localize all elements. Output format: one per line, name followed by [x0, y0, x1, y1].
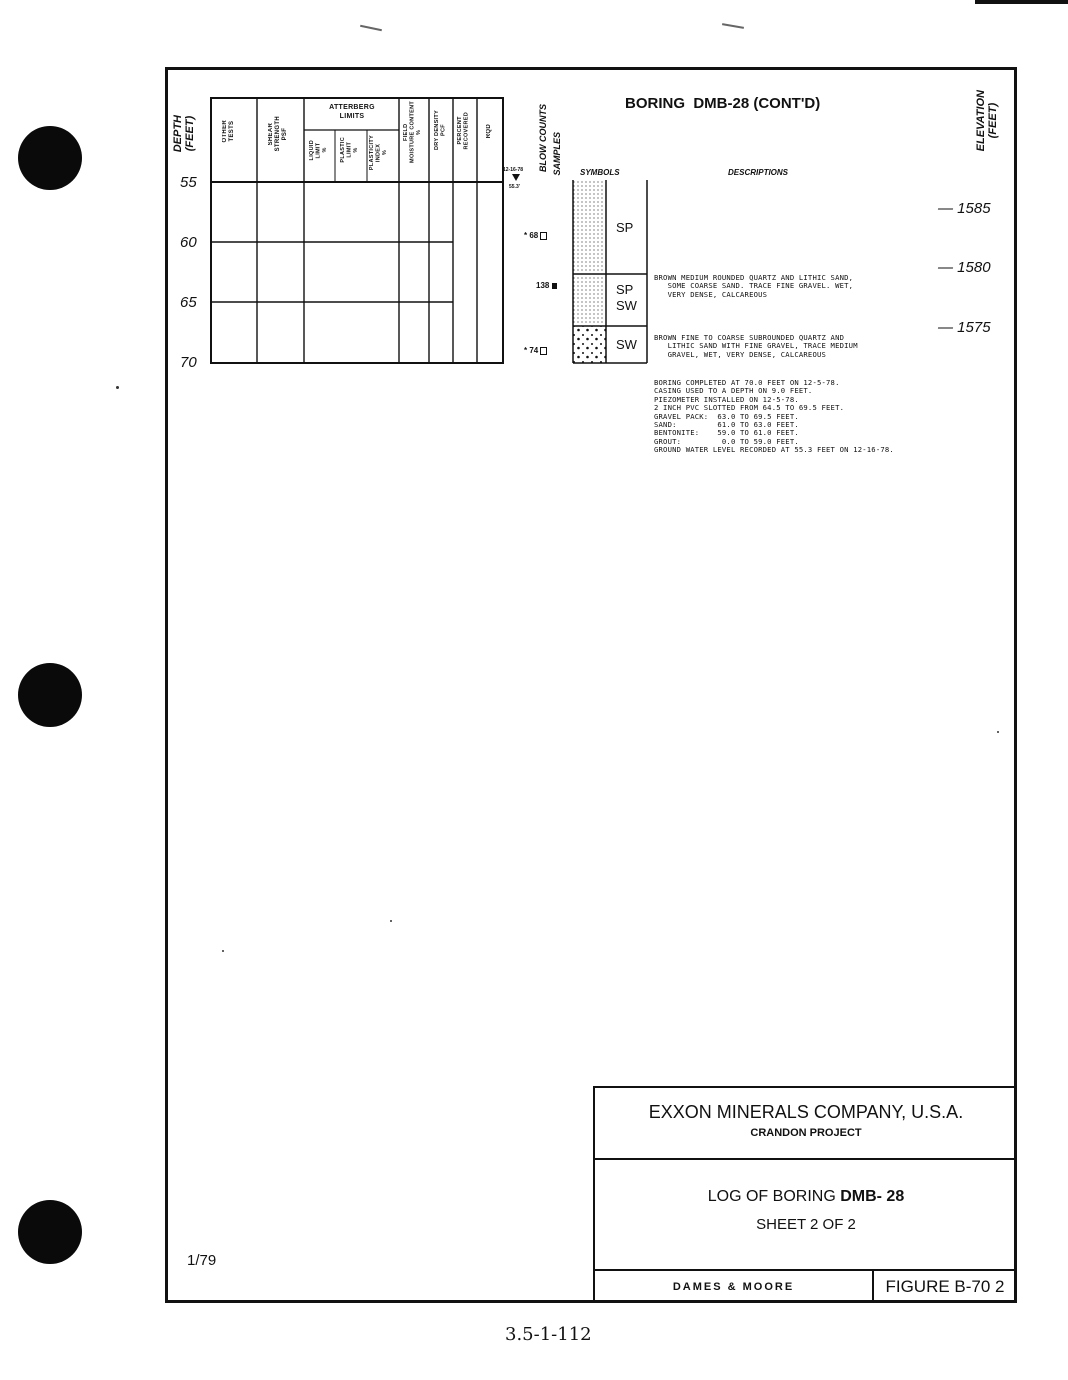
- water-level-icon: [512, 174, 520, 181]
- water-level-depth: 55.3': [509, 184, 520, 190]
- column-other-tests: OTHER TESTS: [222, 120, 235, 143]
- stratum-description: BROWN FINE TO COARSE SUBROUNDED QUARTZ AND LITHIC SAND WITH FINE GRAVEL, TRACE MEDIUM GRAVEL, WET, VERY DENSE, CALCAREOUS: [654, 333, 858, 359]
- sample-icon: [540, 347, 547, 355]
- column-moisture-content: FIELD MOISTURE CONTENT %: [403, 101, 422, 163]
- sheet-number: SHEET 2 OF 2: [756, 1216, 856, 1233]
- depth-axis-label: DEPTH (FEET): [172, 115, 196, 153]
- column-atterberg-limits: ATTERBERG LIMITS: [329, 104, 375, 120]
- blow-count: [536, 281, 557, 290]
- blow-count-value: * 68: [524, 231, 539, 240]
- depth-tick: 60: [180, 234, 197, 251]
- column-plastic-limit: PLASTIC LIMIT %: [340, 137, 359, 163]
- column-percent-recovered: PERCENT RECOVERED: [457, 112, 470, 150]
- scan-speck: [222, 950, 224, 952]
- title-block-divider: [872, 1269, 874, 1303]
- depth-tick: 70: [180, 354, 197, 371]
- title-block-divider: [595, 1158, 1017, 1160]
- blow-count-value: * 74: [524, 346, 539, 355]
- samples-label: SAMPLES: [552, 132, 562, 176]
- scan-mark: [360, 25, 382, 32]
- date-code: 1/79: [187, 1252, 217, 1269]
- boring-notes: BORING COMPLETED AT 70.0 FEET ON 12-5-78. CASING USED TO A DEPTH ON 9.0 FEET. PIEZOMETER INSTALLED ON 12-5-78. 2 INCH PVC SLOTTED FROM 64.5 TO 69.5 FEET. GRAVEL PACK: 63.0 TO 69.5 FEET. SAND: 61.0 TO 63.0 FEET. BENTONITE: 59.0 TO 61.0 FEET. GROUT: 0.0 TO 59.0 FEET. GROUND WATER LEVEL RECORDED AT 55.3 FEET ON 12-16-78.: [654, 378, 894, 455]
- column-dry-density: DRY DENSITY PCF: [434, 110, 447, 150]
- binder-hole-top: [18, 126, 82, 190]
- soil-symbol: SP SW: [616, 282, 637, 313]
- column-plasticity-index: PLASTICITY INDEX %: [369, 135, 388, 171]
- soil-symbol: SP: [616, 220, 634, 235]
- page-number: 3.5-1-112: [505, 1324, 592, 1345]
- blow-count: [524, 346, 547, 355]
- elevation-axis-label: ELEVATION (FEET): [975, 90, 999, 152]
- depth-tick: 65: [180, 294, 197, 311]
- log-title: [595, 1188, 1017, 1206]
- scan-speck: [116, 386, 119, 389]
- scan-speck: [390, 920, 392, 922]
- soil-symbol: SW: [616, 337, 637, 352]
- descriptions-label: DESCRIPTIONS: [728, 168, 789, 177]
- stratum-description: BROWN MEDIUM ROUNDED QUARTZ AND LITHIC SAND, SOME COARSE SAND. TRACE FINE GRAVEL. WET, VERY DENSE, CALCAREOUS: [654, 273, 854, 299]
- strata-column: [572, 180, 652, 365]
- scan-mark: [722, 23, 744, 29]
- log-title-text: LOG OF BORING: [707, 1188, 841, 1205]
- project-name: CRANDON PROJECT: [750, 1127, 862, 1139]
- column-rqd: RQD: [486, 124, 492, 139]
- elevation-tick: — 1585: [938, 200, 991, 217]
- firm-name: DAMES & MOORE: [672, 1281, 795, 1293]
- column-liquid-limit: LIQUID LIMIT %: [309, 140, 328, 161]
- water-level-date: 12-16-78: [503, 167, 524, 173]
- sample-icon: [552, 283, 557, 289]
- column-shear-strength: SHEAR STRENGTH PSF: [268, 116, 288, 152]
- figure-number: FIGURE B-70 2: [885, 1277, 1005, 1296]
- scan-speck: [997, 731, 999, 733]
- elevation-tick: — 1575: [938, 319, 991, 336]
- blow-count-value: 138: [536, 281, 550, 290]
- top-rule: [975, 0, 1068, 4]
- title-block-divider: [595, 1269, 1017, 1271]
- sample-icon: [540, 232, 547, 240]
- binder-hole-middle: [18, 663, 82, 727]
- symbols-label: SYMBOLS: [580, 168, 620, 177]
- blow-count: [524, 231, 547, 240]
- depth-tick: 55: [180, 174, 197, 191]
- boring-title: BORING DMB-28 (CONT'D): [625, 95, 821, 112]
- company-name: EXXON MINERALS COMPANY, U.S.A.: [648, 1102, 964, 1122]
- binder-hole-bottom: [18, 1200, 82, 1264]
- title-block: [593, 1086, 1017, 1303]
- log-title-boring-id: DMB- 28: [840, 1188, 905, 1205]
- blow-counts-label: BLOW COUNTS: [538, 104, 548, 172]
- elevation-tick: — 1580: [938, 259, 991, 276]
